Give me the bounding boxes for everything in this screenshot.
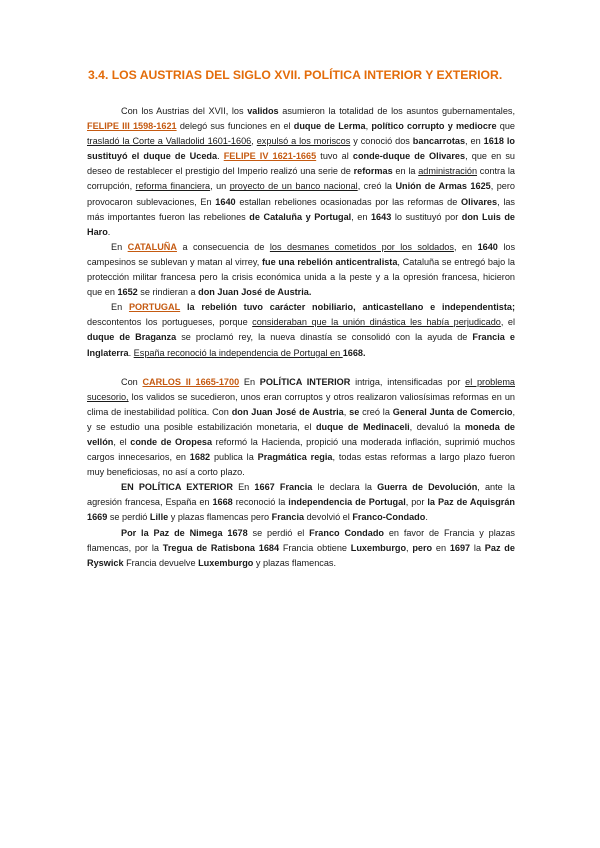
body-text: , creó la xyxy=(357,181,396,192)
body-text: En xyxy=(239,376,260,387)
body-text: , xyxy=(365,121,372,132)
underlined-text: los desmanes cometidos por los soldados xyxy=(269,241,454,252)
bold-text: fue una rebelión anticentralista xyxy=(262,256,398,267)
bold-text: 1668. xyxy=(342,347,366,358)
underlined-text: consideraban que la unión dinástica les había perjudicado xyxy=(252,317,501,328)
bold-text: Paz de Ryswick xyxy=(87,542,515,568)
bold-text: Unión de Armas 1625 xyxy=(395,181,491,192)
document-body xyxy=(87,104,515,571)
bold-text: don Juan José de Austria. xyxy=(198,287,312,298)
bold-text: reformas xyxy=(353,166,393,177)
bold-text: 1682 xyxy=(189,452,211,463)
bold-text: Francia xyxy=(271,512,305,523)
body-text: Con xyxy=(121,376,143,387)
heading-link-text: CARLOS II 1665-1700 xyxy=(142,376,240,387)
paragraph-p2 xyxy=(87,240,515,300)
bold-text: 1640 xyxy=(215,196,236,207)
bold-text: duque de Braganza xyxy=(87,332,177,343)
bold-text: moneda de vellón xyxy=(87,421,515,447)
body-text: Francia obtiene xyxy=(279,542,351,553)
body-text: se proclamó rey, la nueva dinastía se consolidó con la ayuda de xyxy=(176,332,473,343)
underlined-text: administración xyxy=(418,166,478,177)
bold-text: Franco Condado xyxy=(309,527,384,538)
body-text: . xyxy=(107,226,111,237)
body-text: Francia devuelve xyxy=(123,557,199,568)
body-text: y plazas flamencas. xyxy=(253,557,337,568)
body-text: se perdió xyxy=(107,512,150,523)
body-text: , el xyxy=(113,436,131,447)
bold-text: Franco-Condado xyxy=(352,512,426,523)
body-text: la xyxy=(470,542,485,553)
bold-text: independencia de Portugal xyxy=(288,497,406,508)
paragraph-p6 xyxy=(87,526,515,571)
body-text: descontentos los portugueses, porque xyxy=(87,317,253,328)
body-text: , un xyxy=(210,181,230,192)
bold-text: Tregua de Ratisbona 1684 xyxy=(162,542,280,553)
bold-text: duque de Medinaceli xyxy=(315,421,410,432)
bold-text: de Cataluña y Portugal xyxy=(249,211,352,222)
bold-text: bancarrotas xyxy=(412,136,466,147)
bold-text: Olivares xyxy=(461,196,498,207)
paragraph-p1 xyxy=(87,104,515,240)
bold-text: 1697 xyxy=(449,542,471,553)
body-text: asumieron la totalidad de los asuntos gubernamentales, xyxy=(278,106,515,116)
bold-text: Pragmática regia xyxy=(257,452,333,463)
bold-text: conde de Oropesa xyxy=(130,436,213,447)
section-title: 3.4. LOS AUSTRIAS DEL SIGLO XVII. POLÍTICA INTERIOR Y EXTERIOR. xyxy=(88,68,503,82)
body-text: , las más importantes fueron las rebeliones xyxy=(87,196,515,222)
bold-text: General Junta de Comercio xyxy=(392,406,513,417)
body-text: a consecuencia de xyxy=(176,241,270,252)
bold-text: político corrupto y mediocre xyxy=(371,121,497,132)
body-text: , xyxy=(406,542,413,553)
body-text: . xyxy=(217,151,224,162)
bold-text: validos xyxy=(247,106,279,116)
body-text: en xyxy=(432,542,450,553)
body-text: , por xyxy=(405,497,428,508)
body-text: intriga, intensificadas por xyxy=(350,376,466,387)
bold-text: 1618 lo sustituyó el duque de Uceda xyxy=(87,136,515,162)
bold-text: 1652 xyxy=(117,287,138,298)
body-text: lo sustituyó por xyxy=(391,211,462,222)
bold-text: pero xyxy=(412,542,433,553)
heading-link-text: FELIPE III 1598-1621 xyxy=(87,121,177,132)
body-text: en la xyxy=(392,166,419,177)
bold-text: se xyxy=(349,406,360,417)
bold-text: la Paz de Aquisgrán 1669 xyxy=(87,497,516,523)
underlined-text: trasladó la Corte a Valladolid 1601-1606 xyxy=(87,136,252,147)
bold-text: Lille xyxy=(149,512,169,523)
body-text: En xyxy=(111,241,128,252)
body-text: estallan rebeliones ocasionadas por las reformas de xyxy=(235,196,462,207)
body-text: . xyxy=(425,512,428,523)
body-text: , el xyxy=(500,317,515,328)
body-text: los validos se sucedieron, unos eran corruptos y otros realizaron valiosísimas reformas en un clima de inestabilidad política. Con xyxy=(87,391,515,417)
body-text: , en xyxy=(351,211,371,222)
body-text: contra la corrupción, xyxy=(87,166,515,192)
body-text: se perdió el xyxy=(247,527,310,538)
bold-text: 1643 xyxy=(370,211,392,222)
body-text: . xyxy=(128,347,134,358)
bold-text: 1640 xyxy=(477,241,498,252)
bold-text: Guerra de Devolución xyxy=(377,482,478,493)
body-text: , y se estudio una posible estabilización monetaria, el xyxy=(87,406,515,432)
paragraph-p5 xyxy=(87,480,515,525)
underlined-text: expulsó a los moriscos xyxy=(256,136,351,147)
bold-text: 1667 Francia xyxy=(254,482,313,493)
heading-link-text: PORTUGAL xyxy=(128,302,181,313)
paragraph-p4 xyxy=(87,375,515,481)
body-text: tuvo al xyxy=(316,151,353,162)
body-text: , devaluó la xyxy=(409,421,465,432)
paragraph-p3 xyxy=(87,300,515,360)
bold-text: 1668 xyxy=(212,497,233,508)
body-text: que xyxy=(496,121,515,132)
underlined-text: España reconoció la independencia de Portugal en xyxy=(133,347,343,358)
body-text: En xyxy=(232,482,255,493)
body-text: , que en su deseo de restablecer el prestigio del Imperio realizó una serie de xyxy=(87,151,515,177)
bold-text: EN POLÍTICA EXTERIOR xyxy=(121,482,233,493)
bold-text: la rebelión tuvo carácter nobiliario, anticastellano e independentista; xyxy=(186,302,515,313)
body-text: , pero provocaron sublevaciones, En xyxy=(87,181,515,207)
body-text: Con los Austrias del XVII, los xyxy=(121,106,248,116)
body-text: creó la xyxy=(359,406,393,417)
body-text: , todas estas reformas a largo plazo fueron muy beneficiosas, no así a corto plazo. xyxy=(87,452,515,478)
bold-text: don Luis de Haro xyxy=(87,211,515,237)
bold-text: conde-duque de Olivares xyxy=(352,151,466,162)
bold-text: POLÍTICA INTERIOR xyxy=(259,376,351,387)
body-text: reconoció la xyxy=(232,497,289,508)
body-text: , Cataluña se entregó bajo la protección militar francesa pero la crisis económica unida a la peste y a la opresión francesa, hicieron que en xyxy=(87,256,515,298)
bold-text: Luxemburgo xyxy=(350,542,407,553)
body-text: devolvió el xyxy=(304,512,353,523)
body-text: se rindieran a xyxy=(137,287,199,298)
underlined-text: el problema sucesorio, xyxy=(87,376,515,402)
heading-link-text: CATALUÑA xyxy=(127,241,177,252)
body-text: delegó sus funciones en el xyxy=(176,121,294,132)
underlined-text: proyecto de un banco nacional xyxy=(229,181,358,192)
body-text: los campesinos se sublevan y matan al virrey, xyxy=(87,241,516,267)
heading-link-text: FELIPE IV 1621-1665 xyxy=(223,151,317,162)
body-text: , en xyxy=(465,136,484,147)
body-text xyxy=(180,302,187,312)
bold-text: Francia e Inglaterra xyxy=(87,332,515,358)
bold-text: don Juan José de Austria xyxy=(231,406,344,417)
body-text: En xyxy=(111,302,129,313)
bold-text: duque de Lerma xyxy=(293,121,366,132)
bold-text: Luxemburgo xyxy=(198,557,254,568)
body-text: en favor de Francia y plazas flamencas, por la xyxy=(87,527,515,553)
body-text: publica la xyxy=(210,452,258,463)
body-text: , ante la agresión francesa, España en xyxy=(87,482,516,508)
underlined-text: reforma financiera xyxy=(135,181,211,192)
body-text: le declara la xyxy=(312,482,378,493)
bold-text: Por la Paz de Nimega 1678 xyxy=(121,527,248,538)
body-text: , en xyxy=(453,241,478,252)
body-text: y conoció dos xyxy=(350,136,413,147)
body-text: y plazas flamencas pero xyxy=(168,512,272,523)
body-text: , xyxy=(343,406,350,417)
body-text: , xyxy=(251,136,257,147)
body-text: reformó la Hacienda, propició una moderada inflación, suprimió muchos cargos innecesarios, en xyxy=(87,436,515,463)
